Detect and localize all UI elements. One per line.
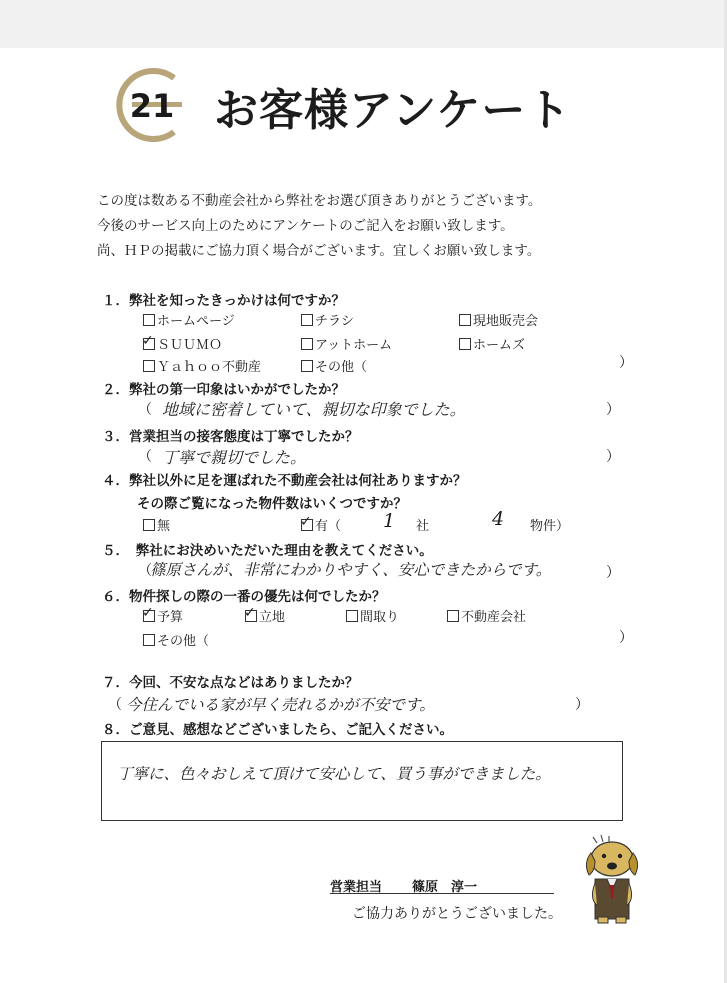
q1-option-yahoo[interactable] xyxy=(143,356,261,375)
checkbox[interactable] xyxy=(459,338,471,350)
q2-open-paren: （ xyxy=(138,402,152,418)
q2-answer[interactable]: 地域に密着していて、親切な印象でした。 xyxy=(162,400,466,419)
option-label: 不動産会社 xyxy=(461,610,527,625)
q1-option-homes[interactable] xyxy=(459,334,525,353)
option-label: チラシ xyxy=(315,314,355,329)
option-label: 予算 xyxy=(157,610,184,625)
q3-answer[interactable]: 丁寧で親切でした。 xyxy=(162,448,307,467)
century21-logo xyxy=(108,62,194,148)
q4-option-yes[interactable] xyxy=(301,515,341,534)
checkbox[interactable] xyxy=(346,610,358,622)
q5-close-paren: ） xyxy=(606,565,620,581)
q6-option-location[interactable] xyxy=(245,606,285,625)
q1-option-athome[interactable] xyxy=(301,334,392,353)
q6-close-paren: ） xyxy=(619,630,633,646)
q7-question: ７．今回、不安な点などはありましたか？ xyxy=(102,675,359,691)
q4-question: ４．弊社以外に足を運ばれた不動産会社は何社ありますか？ xyxy=(102,473,467,489)
checkbox-checked[interactable] xyxy=(300,514,313,531)
q6-option-realestate-company[interactable] xyxy=(447,606,526,625)
checkbox[interactable] xyxy=(301,360,313,372)
thanks-message: ご協力ありがとうございました。 xyxy=(352,906,562,922)
option-label: 有（ xyxy=(315,519,342,534)
checkbox[interactable] xyxy=(143,314,155,326)
option-label: 現地販売会 xyxy=(473,314,539,329)
dog-mascot-icon xyxy=(581,833,643,925)
option-label: 間取り xyxy=(360,610,400,625)
q5-question: ５． 弊社にお決めいただいた理由を教えてください。 xyxy=(102,543,433,559)
q6-option-other[interactable] xyxy=(143,630,209,649)
q5-answer[interactable]: 篠原さんが、非常にわかりやすく、安心できたからです。 xyxy=(150,561,552,579)
signature-line xyxy=(330,893,554,894)
page-title: お客様アンケート xyxy=(214,85,572,136)
q1-option-homepage[interactable] xyxy=(143,310,235,329)
intro-line-3: 尚、ＨＰの掲載にご協力頂く場合がございます。宜しくお願い致します。 xyxy=(97,243,541,259)
q1-option-flyer[interactable] xyxy=(301,310,354,329)
q4-properties-unit: 物件） xyxy=(530,519,570,534)
checkbox-checked[interactable] xyxy=(142,605,155,622)
checkbox[interactable] xyxy=(143,634,155,646)
checkbox-checked[interactable] xyxy=(244,605,257,622)
sales-rep-label: 営業担当 xyxy=(330,880,383,895)
checkbox[interactable] xyxy=(143,360,155,372)
checkbox[interactable] xyxy=(143,519,155,531)
q3-open-paren: （ xyxy=(138,449,152,465)
q7-answer[interactable]: 今住んでいる家が早く売れるかが不安です。 xyxy=(126,696,435,714)
option-label: ホームズ xyxy=(473,338,526,353)
checkbox[interactable] xyxy=(459,314,471,326)
q2-question: ２．弊社の第一印象はいかがでしたか？ xyxy=(102,382,345,398)
q4-option-none[interactable] xyxy=(143,515,170,534)
q1-option-open-house[interactable] xyxy=(459,310,538,329)
check-mark-icon: ✓ xyxy=(142,333,154,349)
checkbox[interactable] xyxy=(301,314,313,326)
q7-close-paren: ） xyxy=(575,697,589,713)
q3-close-paren: ） xyxy=(606,449,620,465)
checkbox[interactable] xyxy=(301,338,313,350)
q6-option-layout[interactable] xyxy=(346,606,399,625)
option-label: ホームページ xyxy=(157,314,235,329)
option-label: アットホーム xyxy=(315,338,393,353)
option-label: Ｙａｈｏｏ不動産 xyxy=(157,360,262,375)
checkbox-checked[interactable] xyxy=(142,333,155,350)
scan-top-edge xyxy=(0,0,727,48)
option-label: その他（ xyxy=(315,360,368,375)
option-label: ＳＵＵＭＯ xyxy=(157,338,223,353)
q4-companies-unit: 社 xyxy=(416,519,430,534)
q1-close-paren: ） xyxy=(619,355,633,371)
q1-option-suumo[interactable] xyxy=(143,334,222,353)
check-mark-icon: ✓ xyxy=(244,605,256,621)
q4-companies-count[interactable]: 1 xyxy=(383,510,396,532)
option-label: その他（ xyxy=(157,634,210,649)
checkbox[interactable] xyxy=(447,610,459,622)
q2-close-paren: ） xyxy=(606,402,620,418)
q6-question: ６．物件探しの際の一番の優先は何でしたか？ xyxy=(102,589,386,605)
intro-line-1: この度は数ある不動産会社から弊社をお選び頂きありがとうございます。 xyxy=(97,193,542,209)
q8-answer[interactable]: 丁寧に、色々おしえて頂けて安心して、買う事ができました。 xyxy=(117,765,551,783)
q8-question: ８．ご意見、感想などございましたら、ご記入ください。 xyxy=(102,722,453,738)
q7-open-paren: （ xyxy=(108,697,122,713)
check-mark-icon: ✓ xyxy=(142,605,154,621)
q1-question: １．弊社を知ったきっかけは何ですか？ xyxy=(102,293,345,309)
q5-open-paren: （ xyxy=(138,563,152,579)
q6-option-budget[interactable] xyxy=(143,606,183,625)
q3-question: ３．営業担当の接客態度は丁寧でしたか？ xyxy=(102,429,359,445)
sales-rep-name: 篠原 淳一 xyxy=(412,880,478,895)
q1-option-other[interactable] xyxy=(301,356,367,375)
q4-properties-count[interactable]: 4 xyxy=(492,508,505,530)
check-mark-icon: ✓ xyxy=(300,514,312,530)
logo-number: 21 xyxy=(129,87,175,125)
option-label: 立地 xyxy=(259,610,286,625)
intro-line-2: 今後のサービス向上のためにアンケートのご記入をお願い致します。 xyxy=(97,218,514,234)
option-label: 無 xyxy=(157,519,171,534)
q4-sub-question: その際ご覧になった物件数はいくつですか？ xyxy=(137,496,407,512)
